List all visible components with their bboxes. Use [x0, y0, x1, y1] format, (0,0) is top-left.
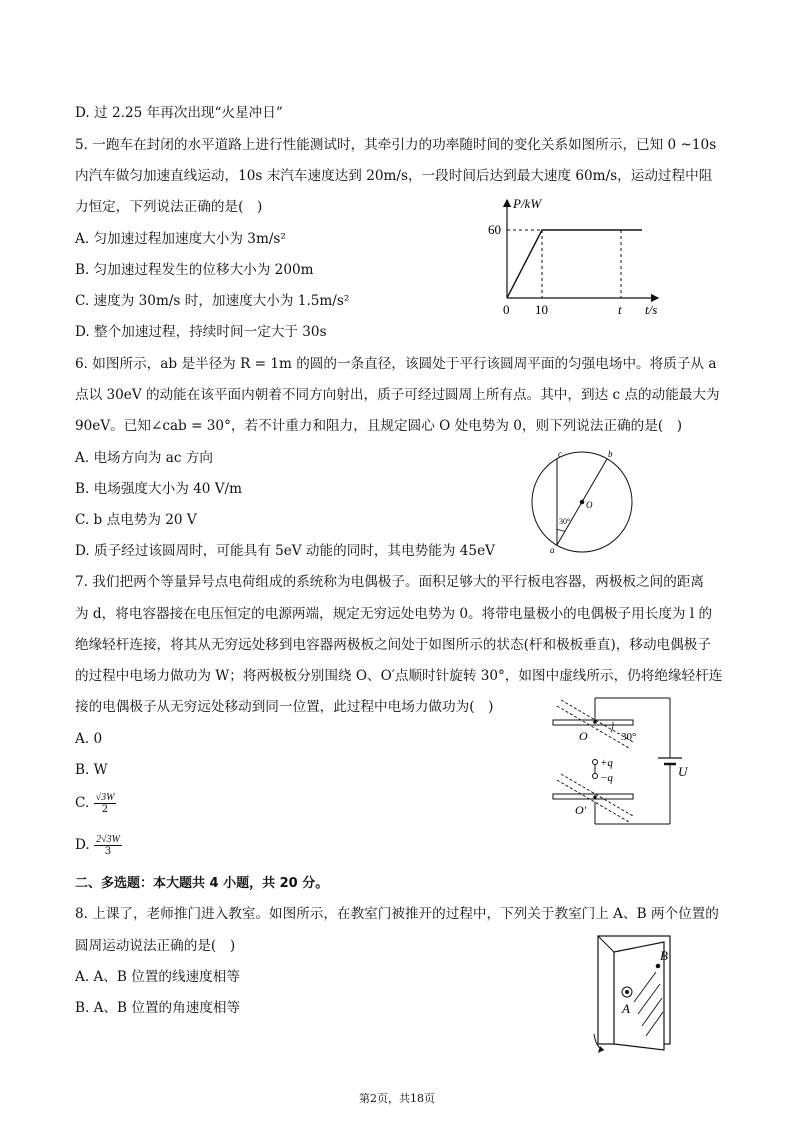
- point-a: [625, 990, 629, 994]
- label-b: B: [660, 948, 668, 963]
- q7-option-a: A. 0: [75, 731, 103, 747]
- label-u: U: [678, 764, 688, 779]
- x-axis-label: t/s: [645, 302, 658, 317]
- q6-option-d: D. 质子经过该圆周时，可能具有 5eV 动能的同时，其电势能为 45eV: [75, 543, 495, 559]
- point-b: [656, 964, 661, 969]
- label-b: b: [608, 449, 613, 459]
- q7-stem-line3: 绝缘轻杆连接，将其从无穷远处移到电容器两极板之间处于如图所示的状态(杆和极板垂直)，移动电偶极子: [75, 637, 711, 653]
- label-minus-q: −q: [600, 772, 613, 784]
- x-tick-0: 0: [503, 302, 510, 317]
- q7-stem-line1: 7. 我们把两个等量异号点电荷组成的系统称为电偶极子。面积足够大的平行板电容器，两极板之间的距离: [75, 574, 705, 590]
- q5-option-a: A. 匀加速过程加速度大小为 3m/s²: [75, 231, 286, 247]
- q8-stem-line1: 8. 上课了，老师推门进入教室。如图所示，在教室门被推开的过程中，下列关于教室门上 A、B 两个位置的: [75, 906, 719, 922]
- power-time-graph: [488, 194, 670, 324]
- q8-stem-line2: 圆周运动说法正确的是( ): [75, 938, 236, 954]
- q5-option-d: D. 整个加速过程，持续时间一定大于 30s: [75, 324, 327, 340]
- pivot-o-prime: [593, 795, 597, 799]
- circle-field-figure: [525, 447, 640, 557]
- q8-option-b: B. A、B 位置的角速度相等: [75, 1000, 241, 1016]
- q4-option-d: D. 过 2.25 年再次出现“火星冲日”: [75, 105, 283, 121]
- q5-option-c: C. 速度为 30m/s 时，加速度大小为 1.5m/s²: [75, 293, 350, 309]
- label-angle: 30°: [559, 517, 571, 526]
- angle-arc: [557, 529, 565, 531]
- label-o-top: O: [579, 729, 588, 743]
- q7-option-c-denominator: 2: [101, 804, 109, 815]
- q8-option-a: A. A、B 位置的线速度相等: [75, 969, 240, 985]
- q7-option-d: [75, 834, 122, 857]
- label-plus-q: +q: [600, 757, 613, 769]
- page-footer: 第2页，共18页: [359, 1092, 435, 1105]
- label-a: a: [550, 545, 555, 555]
- q7-stem-line2: 为 d，将电容器接在电压恒定的电源两端，规定无穷远处电势为 0。将带电量极小的电偶极子用长度为 l 的: [75, 606, 713, 622]
- q5-stem-line1: 5. 一跑车在封闭的水平道路上进行性能测试时，其牵引力的功率随时间的变化关系如图所示，已知 0 ~10s: [75, 137, 717, 153]
- x-tick-t: t: [618, 302, 622, 317]
- rotated-bottom-plate-dashed-b: [557, 780, 629, 822]
- rotated-top-plate-dashed-b: [557, 706, 629, 748]
- label-a: A: [622, 1001, 630, 1016]
- q6-option-a: A. 电场方向为 ac 方向: [75, 450, 213, 466]
- label-o: O: [586, 500, 593, 510]
- q5-option-b: B. 匀加速过程发生的位移大小为 200m: [75, 262, 314, 278]
- capacitor-dipole-figure: [545, 692, 695, 827]
- q6-option-c: C. b 点电势为 20 V: [75, 512, 197, 528]
- bottom-plate: [553, 794, 633, 799]
- section-heading-multiple-choice: 二、多选题：本大题共 4 小题，共 20 分。: [75, 876, 329, 891]
- y-axis-label: P/kW: [513, 196, 542, 211]
- y-tick-60: 60: [488, 222, 501, 237]
- q7-option-b: B. W: [75, 762, 108, 778]
- q7-option-d-denominator: 3: [104, 846, 112, 857]
- x-tick-10: 10: [535, 302, 548, 317]
- label-angle-30: 30°: [621, 731, 637, 743]
- center-point-o: [580, 500, 585, 505]
- door-hinge-edge: [598, 936, 614, 952]
- q7-option-c: [75, 792, 116, 815]
- label-c: c: [558, 449, 562, 459]
- q7-option-c-numerator: √3W: [95, 792, 115, 803]
- q7-option-d-numerator: 2√3W: [96, 834, 120, 845]
- top-plate: [553, 720, 633, 725]
- q7-stem-line5: 接的电偶极子从无穷远处移动到同一位置，此过程中电场力做功为( ): [75, 699, 494, 715]
- q6-option-b: B. 电场强度大小为 40 V/m: [75, 481, 243, 497]
- q7-option-c-prefix: C.: [75, 795, 90, 811]
- positive-charge: [593, 760, 598, 765]
- door-panel: [614, 942, 664, 1050]
- q5-stem-line2: 内汽车做匀加速直线运动，10s 末汽车速度达到 20m/s，一段时间后达到最大速度 60m/s，运动过程中阻: [75, 168, 713, 184]
- negative-charge: [593, 774, 598, 779]
- q6-stem-line2: 点以 30eV 的动能在该平面内朝着不同方向射出，质子可经过圆周上所有点。其中，到达 c 点的动能最大为: [75, 387, 720, 403]
- door-figure: [590, 932, 680, 1057]
- q6-stem-line1: 6. 如图所示，ab 是半径为 R = 1m 的圆的一条直径，该圆处于平行该圆周平面的匀强电场中。将质子从 a: [75, 356, 717, 372]
- rotation-arrow: [594, 1034, 604, 1050]
- power-curve: [507, 230, 642, 298]
- q7-stem-line4: 的过程中电场力做功为 W；将两极板分别围绕 O、O′点顺时针旋转 30°，如图中虚线所示，仍将绝缘轻杆连: [75, 668, 723, 684]
- q6-stem-line3: 90eV。已知∠cab = 30°，若不计重力和阻力，且规定圆心 O 处电势为 0，则下列说法正确的是( ): [75, 418, 683, 434]
- q7-option-d-fraction: [94, 834, 122, 857]
- label-o-bottom: O′: [575, 803, 587, 817]
- q5-stem-line3: 力恒定，下列说法正确的是( ): [75, 199, 263, 215]
- pivot-o: [593, 720, 597, 724]
- q7-option-c-fraction: [94, 792, 117, 815]
- q7-option-d-prefix: D.: [75, 837, 90, 853]
